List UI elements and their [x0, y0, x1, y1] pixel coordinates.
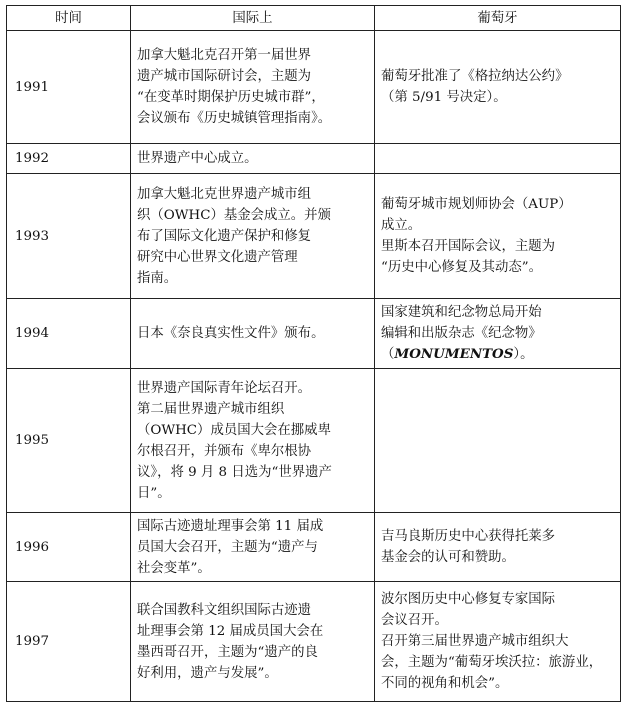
text-line: 不同的视角和机会”。: [381, 676, 509, 691]
portugal-cell: [375, 513, 621, 582]
year-cell: 1994: [7, 299, 131, 369]
international-cell: [131, 513, 375, 582]
text-line: 会，主题为“葡萄牙埃沃拉：旅游业，: [381, 655, 603, 670]
header-international: 国际上: [131, 6, 375, 31]
text-line: “历史中心修复及其动态”。: [381, 260, 542, 275]
text-line: 第二届世界遗产城市组织: [137, 401, 285, 417]
portugal-cell: [375, 369, 621, 513]
international-cell: [131, 144, 375, 174]
text-line: 召开第三届世界遗产城市组织大: [381, 634, 569, 649]
text-line: 布了国际文化遗产保护和修复: [137, 228, 312, 244]
portugal-cell: [375, 174, 621, 299]
text-line: 成立。: [381, 218, 422, 233]
table-row: [7, 582, 621, 702]
text-line: 员国大会召开，主题为“遗产与: [137, 539, 318, 555]
year-cell: 1997: [7, 582, 131, 702]
text-line: 会议召开。: [381, 613, 448, 628]
table-row: [7, 369, 621, 513]
text-line: （OWHC）成员国大会在挪威卑: [137, 422, 331, 438]
open-paren: （: [381, 347, 395, 362]
table-row: [7, 174, 621, 299]
text-line: “在变革时期保护历史城市群”，: [137, 90, 325, 105]
year-cell: 1992: [7, 144, 131, 174]
text-line: 波尔图历史中心修复专家国际: [381, 592, 556, 607]
text-line: （第 5/91 号决定）。: [381, 90, 507, 105]
text-line: 葡萄牙批准了《格拉纳达公约》: [381, 69, 569, 84]
text-line: 墨西哥召开，主题为“遗产的良: [137, 644, 318, 660]
text-line: 织（OWHC）基金会成立。并颁: [137, 207, 331, 223]
text-line: 国际古迹遗址理事会第 11 届成: [137, 518, 324, 534]
table-row: [7, 144, 621, 174]
text-line: [381, 344, 614, 365]
portugal-cell: [375, 582, 621, 702]
portugal-cell: [375, 144, 621, 174]
heritage-timeline-table: [6, 5, 621, 702]
header-row: [7, 6, 621, 31]
text-line: 联合国教科文组织国际古迹遗: [137, 602, 312, 618]
international-cell: [131, 31, 375, 144]
portugal-cell: [375, 31, 621, 144]
table-row: [7, 31, 621, 144]
text-line: 址理事会第 12 届成员国大会在: [137, 623, 324, 639]
text-line: 基金会的认可和赞助。: [381, 550, 515, 565]
text-line: 国家建筑和纪念物总局开始: [381, 305, 542, 320]
international-cell: [131, 174, 375, 299]
text-line: 吉马良斯历史中心获得托莱多: [381, 529, 556, 544]
text-line: 加拿大魁北克世界遗产城市组: [137, 186, 312, 202]
portugal-cell: [375, 299, 621, 369]
close-paren: ）。: [513, 347, 534, 362]
text-line: 葡萄牙城市规划师协会（AUP）: [381, 197, 572, 212]
text-line: 好利用，遗产与发展”。: [137, 665, 278, 681]
table-row: [7, 299, 621, 369]
text-line: 日本《奈良真实性文件》颁布。: [137, 326, 325, 341]
year-cell: 1991: [7, 31, 131, 144]
year-cell: 1995: [7, 369, 131, 513]
text-line: 议》，将 9 月 8 日选为“世界遗产: [137, 464, 332, 480]
text-line: 会议颁布《历史城镇管理指南》。: [137, 111, 332, 126]
magazine-title: MONUMENTOS: [394, 346, 514, 362]
text-line: 社会变革”。: [137, 560, 211, 576]
text-line: 日”。: [137, 485, 171, 501]
year-cell: 1996: [7, 513, 131, 582]
text-line: 遗产城市国际研讨会，主题为: [137, 69, 312, 84]
text-line: 尔根召开，并颁布《卑尔根协: [137, 443, 312, 459]
text-line: 世界遗产国际青年论坛召开。: [137, 380, 312, 396]
text-line: 研究中心世界文化遗产管理: [137, 249, 298, 265]
international-cell: [131, 299, 375, 369]
header-time: 时间: [7, 6, 131, 31]
text-line: 加拿大魁北克召开第一届世界: [137, 48, 312, 63]
table-row: [7, 513, 621, 582]
text-line: 世界遗产中心成立。: [137, 151, 258, 166]
international-cell: [131, 582, 375, 702]
year-cell: 1993: [7, 174, 131, 299]
header-portugal: 葡萄牙: [375, 6, 621, 31]
international-cell: [131, 369, 375, 513]
text-line: 编辑和出版杂志《纪念物》: [381, 326, 542, 341]
text-line: 指南。: [137, 270, 178, 286]
text-line: 里斯本召开国际会议，主题为: [381, 239, 556, 254]
